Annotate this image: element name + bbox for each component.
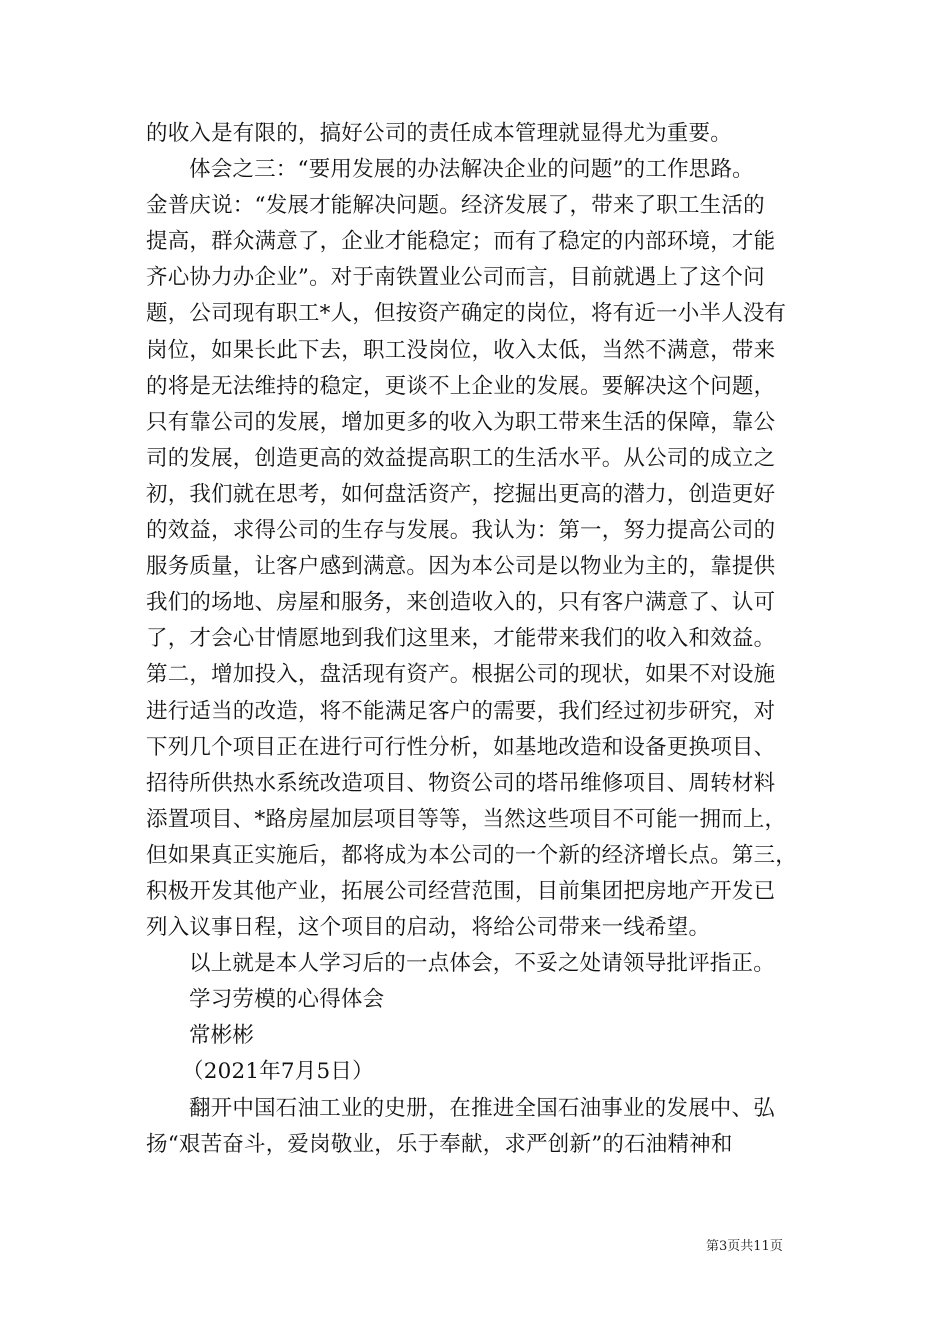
text-line: 翻开中国石油工业的史册，在推进全国石油事业的发展中、弘: [189, 1095, 775, 1121]
text-line: 列入议事日程，这个项目的启动，将给公司带来一线希望。: [146, 915, 711, 941]
text-line: 积极开发其他产业，拓展公司经营范围，目前集团把房地产开发已: [146, 878, 776, 904]
text-line: 服务质量，让客户感到满意。因为本公司是以物业为主的，靠提供: [146, 554, 776, 580]
text-line: 齐心协力办企业”。对于南铁置业公司而言，目前就遇上了这个问: [146, 265, 765, 291]
document-body: [146, 116, 806, 1163]
text-line: 招待所供热水系统改造项目、物资公司的塔吊维修项目、周转材料: [146, 770, 776, 796]
article-date: （2021年7月5日）: [182, 1059, 374, 1085]
closing-line: 以上就是本人学习后的一点体会，不妥之处请领导批评指正。: [189, 951, 775, 977]
text-line: 司的发展，创造更高的效益提高职工的生活水平。从公司的成立之: [146, 445, 776, 471]
text-line: 扬“艰苦奋斗，爱岗敬业，乐于奉献，求严创新”的石油精神和: [146, 1131, 733, 1157]
article-title: 学习劳模的心得体会: [189, 987, 385, 1013]
text-line: 进行适当的改造，将不能满足客户的需要，我们经过初步研究，对: [146, 698, 776, 724]
text-line: 的将是无法维持的稳定，更谈不上企业的发展。要解决这个问题，: [146, 373, 776, 399]
paragraph-heading-line: 体会之三：“要用发展的办法解决企业的问题”的工作思路。: [189, 157, 754, 183]
text-line: 初，我们就在思考，如何盘活资产，挖掘出更高的潜力，创造更好: [146, 481, 776, 507]
text-line: 只有靠公司的发展，增加更多的收入为职工带来生活的保障，靠公: [146, 409, 776, 435]
page-number: 第3页共11页: [706, 1239, 783, 1254]
text-line: 我们的场地、房屋和服务，来创造收入的，只有客户满意了、认可: [146, 590, 776, 616]
text-line: 的收入是有限的，搞好公司的责任成本管理就显得尤为重要。: [146, 121, 732, 146]
text-line: 岗位，如果长此下去，职工没岗位，收入太低，当然不满意，带来: [146, 337, 776, 363]
text-line: 的效益，求得公司的生存与发展。我认为：第一，努力提高公司的: [146, 518, 776, 544]
text-line: 下列几个项目正在进行可行性分析，如基地改造和设备更换项目、: [146, 734, 776, 760]
text-line: 了，才会心甘情愿地到我们这里来，才能带来我们的收入和效益。: [146, 626, 776, 652]
text-line: 第二，增加投入，盘活现有资产。根据公司的现状，如果不对设施: [146, 662, 776, 688]
author-name: 常彬彬: [189, 1023, 255, 1049]
text-line: 金普庆说：“发展才能解决问题。经济发展了，带来了职工生活的: [146, 193, 765, 219]
text-line: 提高，群众满意了，企业才能稳定；而有了稳定的内部环境，才能: [146, 229, 776, 255]
text-line: 添置项目、*路房屋加层项目等等，当然这些项目不可能一拥而上，: [146, 806, 787, 832]
text-line: 但如果真正实施后，都将成为本公司的一个新的经济增长点。第三，: [146, 842, 798, 868]
text-line: 题，公司现有职工*人，但按资产确定的岗位，将有近一小半人没有: [146, 301, 787, 327]
